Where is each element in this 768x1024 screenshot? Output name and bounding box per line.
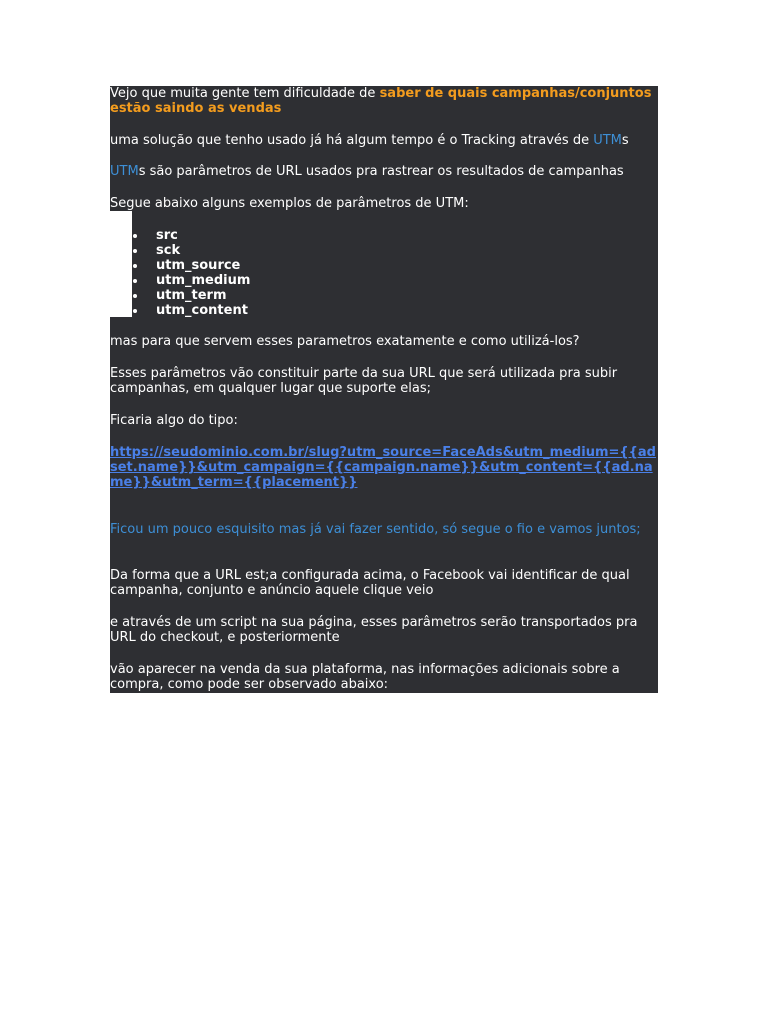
list-item (110, 273, 250, 288)
intro-text: Vejo que muita gente tem dificuldade de (110, 86, 380, 101)
list-item (110, 228, 250, 243)
question-paragraph: mas para que servem esses parametros exatamente e como utilizá-los? (110, 334, 580, 349)
utm-parameter-list (110, 228, 250, 318)
list-item (110, 258, 250, 273)
list-item (110, 243, 250, 258)
note-paragraph: Ficou um pouco esquisito mas já vai fazer sentido, só segue o fio e vamos juntos; (110, 522, 641, 537)
intro-highlight: saber de quais campanhas/conjuntos estão saindo as vendas (110, 86, 652, 116)
parameter-name: src (156, 228, 178, 243)
definition-paragraph (110, 164, 658, 179)
example-label: Ficaria algo do tipo: (110, 413, 238, 428)
content-block (110, 86, 658, 693)
parameter-name: utm_source (156, 258, 241, 273)
script-paragraph: e através de um script na sua página, esses parâmetros serão transportados pra URL do checkout, e posteriormente (110, 615, 638, 645)
intro-paragraph (110, 86, 658, 116)
examples-intro: Segue abaixo alguns exemplos de parâmetros de UTM: (110, 196, 469, 211)
platform-paragraph: vão aparecer na venda da sua plataforma, nas informações adicionais sobre a compra, como pode ser observado abaixo: (110, 662, 620, 692)
parameter-name: utm_term (156, 288, 227, 303)
parameter-name: utm_medium (156, 273, 251, 288)
parameter-name: utm_content (156, 303, 248, 318)
bullet-icon (133, 249, 137, 253)
facebook-paragraph: Da forma que a URL est;a configurada acima, o Facebook vai identificar de qual campanha, conjunto e anúncio aquele clique veio (110, 568, 630, 598)
list-item (110, 303, 250, 318)
solution-paragraph (110, 133, 658, 148)
solution-text: uma solução que tenho usado já há algum tempo é o Tracking através de (110, 133, 594, 148)
example-url-paragraph (110, 445, 658, 490)
utm-term: UTM (593, 133, 622, 148)
bullet-icon (133, 309, 137, 313)
bullet-icon (133, 279, 137, 283)
list-item (110, 288, 250, 303)
definition-text: s são parâmetros de URL usados pra rastrear os resultados de campanhas (138, 164, 624, 179)
utm-term: UTM (110, 164, 139, 179)
explanation-paragraph: Esses parâmetros vão constituir parte da sua URL que será utilizada pra subir campanhas, em qualquer lugar que suporte elas; (110, 366, 618, 396)
example-url-link[interactable]: https://seudominio.com.br/slug?utm_source=FaceAds&utm_medium={{adset.name}}&utm_campaign={{campaign.name}}&utm_content={{ad.name}}&utm_term={{placement}} (110, 445, 656, 490)
bullet-icon (133, 234, 137, 238)
bullet-icon (133, 294, 137, 298)
parameter-name: sck (156, 243, 181, 258)
bullet-icon (133, 264, 137, 268)
solution-suffix: s (621, 133, 629, 148)
